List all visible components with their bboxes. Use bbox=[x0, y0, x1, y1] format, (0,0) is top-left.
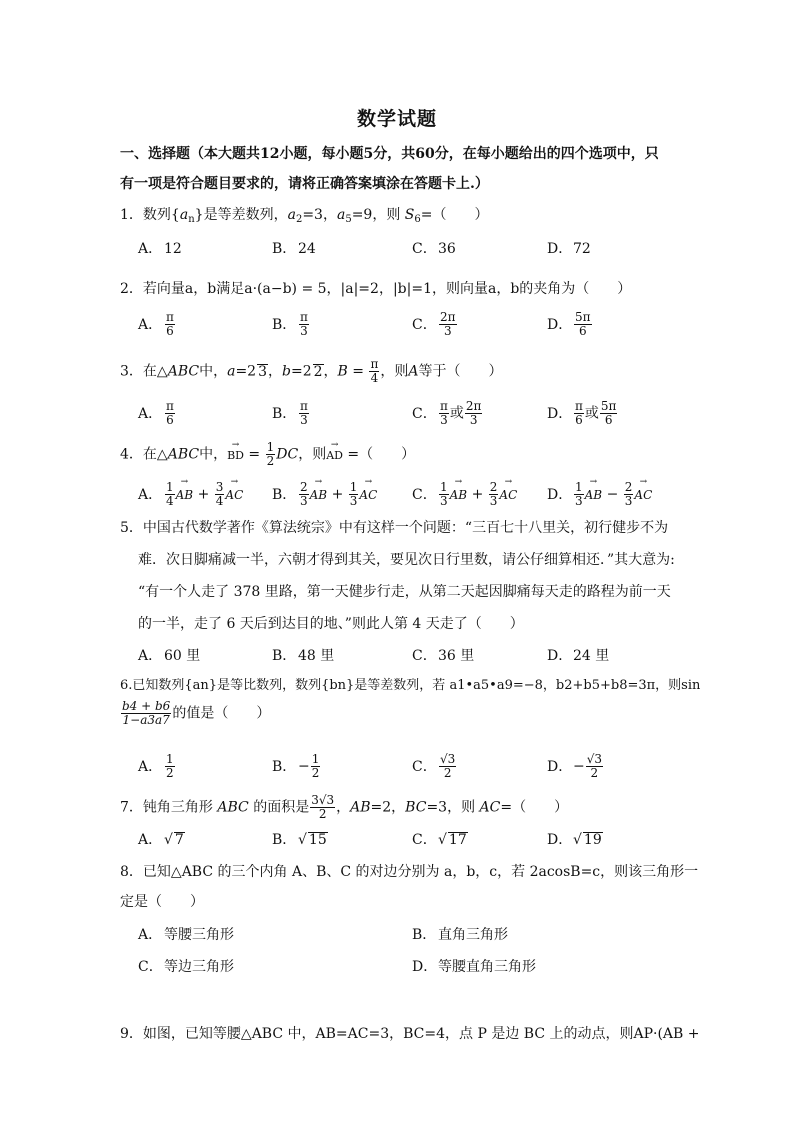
q5-option-b[interactable]: B． 48 里 bbox=[272, 648, 335, 664]
question-4 bbox=[120, 441, 680, 468]
q2-option-b[interactable]: B． $\frac{\pi}{3}$ bbox=[272, 310, 308, 338]
section-header-line1: 一、选择题（本大题共12小题，每小题5分，共60分，在每小题给出的四个选项中，只 bbox=[120, 146, 659, 162]
q6-option-d[interactable]: D．− $\frac{√3}{2}$ bbox=[547, 752, 603, 780]
question-5 bbox=[120, 512, 680, 640]
q3-t2: 中， bbox=[199, 363, 228, 380]
q3-b: b bbox=[282, 363, 291, 380]
question-9 bbox=[120, 1024, 700, 1044]
q7-frac: $\frac{3√3}{2}$ bbox=[311, 793, 335, 821]
section-header bbox=[120, 139, 680, 199]
q7-option-b[interactable]: B． √ 15 bbox=[272, 832, 327, 848]
q4-t2: 中， bbox=[199, 446, 228, 463]
q1-var-a5: a bbox=[336, 207, 346, 223]
q5-line4: 的一半，走了 6 天后到达目的地、”则此人第 4 天走了（ ） bbox=[138, 616, 524, 632]
q3-option-a[interactable]: A． $\frac{\pi}{6}$ bbox=[138, 399, 174, 427]
q4-vec-ad: → AD bbox=[326, 446, 343, 466]
q7-t6: =（ ） bbox=[500, 799, 569, 816]
q1-option-d[interactable]: D．72 bbox=[547, 241, 591, 257]
q8-line1: 已知△ABC 的三个内角 A、B、C 的对边分别为 a，b，c，若 2acosB=c，则该三角形一 bbox=[142, 864, 699, 880]
q1-tail: =（ ） bbox=[420, 207, 489, 223]
question-number: 9． bbox=[120, 1026, 143, 1042]
q6-option-a[interactable]: A． $\frac{1}{2}$ bbox=[138, 752, 174, 780]
q1-var-a: a bbox=[179, 207, 189, 223]
q3-t3: =2 bbox=[235, 363, 257, 380]
q3-B: B bbox=[337, 363, 348, 380]
q4-t5: =（ ） bbox=[342, 446, 416, 463]
question-2 bbox=[120, 279, 680, 299]
q1-var-a2: a bbox=[287, 207, 296, 223]
q2-option-a[interactable]: A． $\frac{\pi}{6}$ bbox=[138, 310, 174, 338]
q3-frac: $\frac{\pi}{4}$ bbox=[370, 357, 379, 385]
q4-dc: DC bbox=[276, 446, 299, 463]
q1-eq2: =9，则 bbox=[351, 207, 405, 223]
q5-line2: 难．次日脚痛减一半，六朝才得到其关，要见次日行里数，请公仔细算相还．”其大意为: bbox=[138, 552, 675, 568]
q4-option-a[interactable]: A． $\frac{1}{4}$ → AB + $\frac{3}{4}$ → AC bbox=[138, 481, 243, 508]
q3-A: A bbox=[408, 363, 419, 380]
q3-option-c[interactable]: C． $\frac{\pi}{3}$ 或 $\frac{2\pi}{3}$ bbox=[412, 399, 482, 427]
q5-line3: “有一个人走了 378 里路，第一天健步行走，从第二天起因脚痛每天走的路程为前一天 bbox=[138, 584, 671, 600]
q4-option-c[interactable]: C． $\frac{1}{3}$ → AB + $\frac{2}{3}$ → AC bbox=[412, 481, 517, 508]
q7-ac: AC bbox=[479, 799, 501, 816]
question-8 bbox=[120, 862, 699, 882]
q7-t4: =2， bbox=[370, 799, 406, 816]
q7-option-d[interactable]: D．√ 19 bbox=[547, 832, 602, 848]
q3-t1: 在△ bbox=[142, 363, 168, 380]
question-number: 2． bbox=[120, 281, 143, 297]
q6-line2 bbox=[120, 700, 680, 727]
q7-t3: ， bbox=[336, 799, 351, 816]
q6-line1: 已知数列{an}是等比数列，数列{bn}是等差数列，若 a1•a5•a9=−8，b2+b5+b8=3π，则sin bbox=[132, 678, 701, 693]
q8-option-b[interactable]: B． 直角三角形 bbox=[412, 927, 508, 943]
q7-option-c[interactable]: C．√ 17 bbox=[412, 832, 467, 848]
q1-sub-6: 6 bbox=[414, 214, 421, 225]
q2-text: 若向量a，b满足a·(a−b) = 5，|a|=2，|b|=1，则向量a，b的夹角为（ ） bbox=[142, 281, 632, 297]
q4-abc: ABC bbox=[167, 446, 200, 463]
q2-option-d[interactable]: D． $\frac{5\pi}{6}$ bbox=[547, 310, 591, 338]
q7-t2: 的面积是 bbox=[248, 799, 310, 816]
q6-tail: 的值是（ ） bbox=[172, 705, 271, 722]
q3-t4: ， bbox=[268, 363, 282, 380]
q3-a: a bbox=[227, 363, 236, 380]
q3-sqrt3: 3 bbox=[258, 363, 267, 380]
q3-option-d[interactable]: D． $\frac{\pi}{6}$ 或 $\frac{5\pi}{6}$ bbox=[547, 399, 617, 427]
question-3 bbox=[120, 358, 680, 385]
q1-var-S: S bbox=[404, 207, 415, 223]
q4-option-b[interactable]: B． $\frac{2}{3}$ → AB + $\frac{1}{3}$ → AC bbox=[272, 481, 377, 508]
section-header-line2: 有一项是符合题目要求的，请将正确答案填涂在答题卡上.） bbox=[120, 176, 489, 192]
question-number: 4． bbox=[120, 446, 143, 463]
q1-sub-5: 5 bbox=[345, 214, 352, 225]
q6-option-b[interactable]: B． − $\frac{1}{2}$ bbox=[272, 752, 320, 780]
question-number: 3． bbox=[120, 363, 143, 380]
q1-option-b[interactable]: B． 24 bbox=[272, 241, 316, 257]
q4-t4: ，则 bbox=[298, 446, 327, 463]
q8-option-c[interactable]: C．等边三角形 bbox=[138, 959, 234, 975]
q1-eq1: =3， bbox=[302, 207, 337, 223]
question-number: 7． bbox=[120, 799, 143, 816]
q3-sqrt2: 2 bbox=[313, 363, 323, 380]
q4-option-d[interactable]: D． $\frac{1}{3}$ → AB − $\frac{2}{3}$ → AC bbox=[547, 481, 652, 508]
q4-t3: = bbox=[243, 446, 265, 463]
q5-option-d[interactable]: D．24 里 bbox=[547, 648, 610, 664]
q7-bc: BC bbox=[405, 799, 427, 816]
q3-t5: =2 bbox=[290, 363, 312, 380]
question-number: 6. bbox=[120, 678, 133, 693]
q1-option-c[interactable]: C．36 bbox=[412, 241, 456, 257]
question-7 bbox=[120, 794, 680, 821]
q4-frac: $\frac{1}{2}$ bbox=[266, 440, 275, 468]
q1-sub-2: 2 bbox=[295, 214, 303, 225]
question-6 bbox=[120, 676, 701, 696]
q3-t6: ， bbox=[323, 363, 338, 380]
question-1 bbox=[120, 205, 680, 230]
q7-t1: 钝角三角形 bbox=[142, 799, 218, 816]
q4-vec-bd: → BD bbox=[227, 446, 244, 466]
q7-ab: AB bbox=[350, 799, 371, 816]
q6-option-c[interactable]: C． $\frac{√3}{2}$ bbox=[412, 752, 456, 780]
q7-abc: ABC bbox=[217, 799, 249, 816]
q1-sub-n: n bbox=[188, 214, 195, 225]
q5-option-c[interactable]: C．36 里 bbox=[412, 648, 475, 664]
q5-line1: 5．中国古代数学著作《算法统宗》中有这样一个问题：“三百七十八里关，初行健步不为 bbox=[120, 520, 669, 536]
q7-option-a[interactable]: A． √ 7 bbox=[138, 832, 184, 848]
q3-t7: = bbox=[347, 363, 369, 380]
q8-option-d[interactable]: D．等腰直角三角形 bbox=[412, 959, 536, 975]
q6-fraction: $\frac{b4 + b6}{1-a3a7}$ bbox=[122, 699, 171, 727]
q8-line2: 定是（ ） bbox=[120, 894, 204, 910]
q8-option-a[interactable]: A． 等腰三角形 bbox=[138, 927, 234, 943]
question-number: 8． bbox=[120, 864, 143, 880]
q1-option-a[interactable]: A． 12 bbox=[138, 241, 182, 257]
q1-text-2: }是等差数列， bbox=[194, 207, 288, 223]
page-title: 数学试题 bbox=[356, 108, 437, 130]
q3-abc: ABC bbox=[167, 363, 200, 380]
q7-t5: =3，则 bbox=[426, 799, 480, 816]
q1-text: 数列{ bbox=[142, 207, 180, 223]
q3-t8: ，则 bbox=[380, 363, 409, 380]
q9-text: 如图，已知等腰△ABC 中，AB=AC=3，BC=4，点 P 是边 BC 上的动点，则AP·(AB + bbox=[142, 1026, 700, 1042]
q3-t9: 等于（ ） bbox=[418, 363, 503, 380]
q3-option-b[interactable]: B． $\frac{\pi}{3}$ bbox=[272, 399, 308, 427]
q2-option-c[interactable]: C． $\frac{2\pi}{3}$ bbox=[412, 310, 456, 338]
q4-t1: 在△ bbox=[142, 446, 168, 463]
question-number: 1． bbox=[120, 207, 143, 223]
q5-option-a[interactable]: A． 60 里 bbox=[138, 648, 201, 664]
